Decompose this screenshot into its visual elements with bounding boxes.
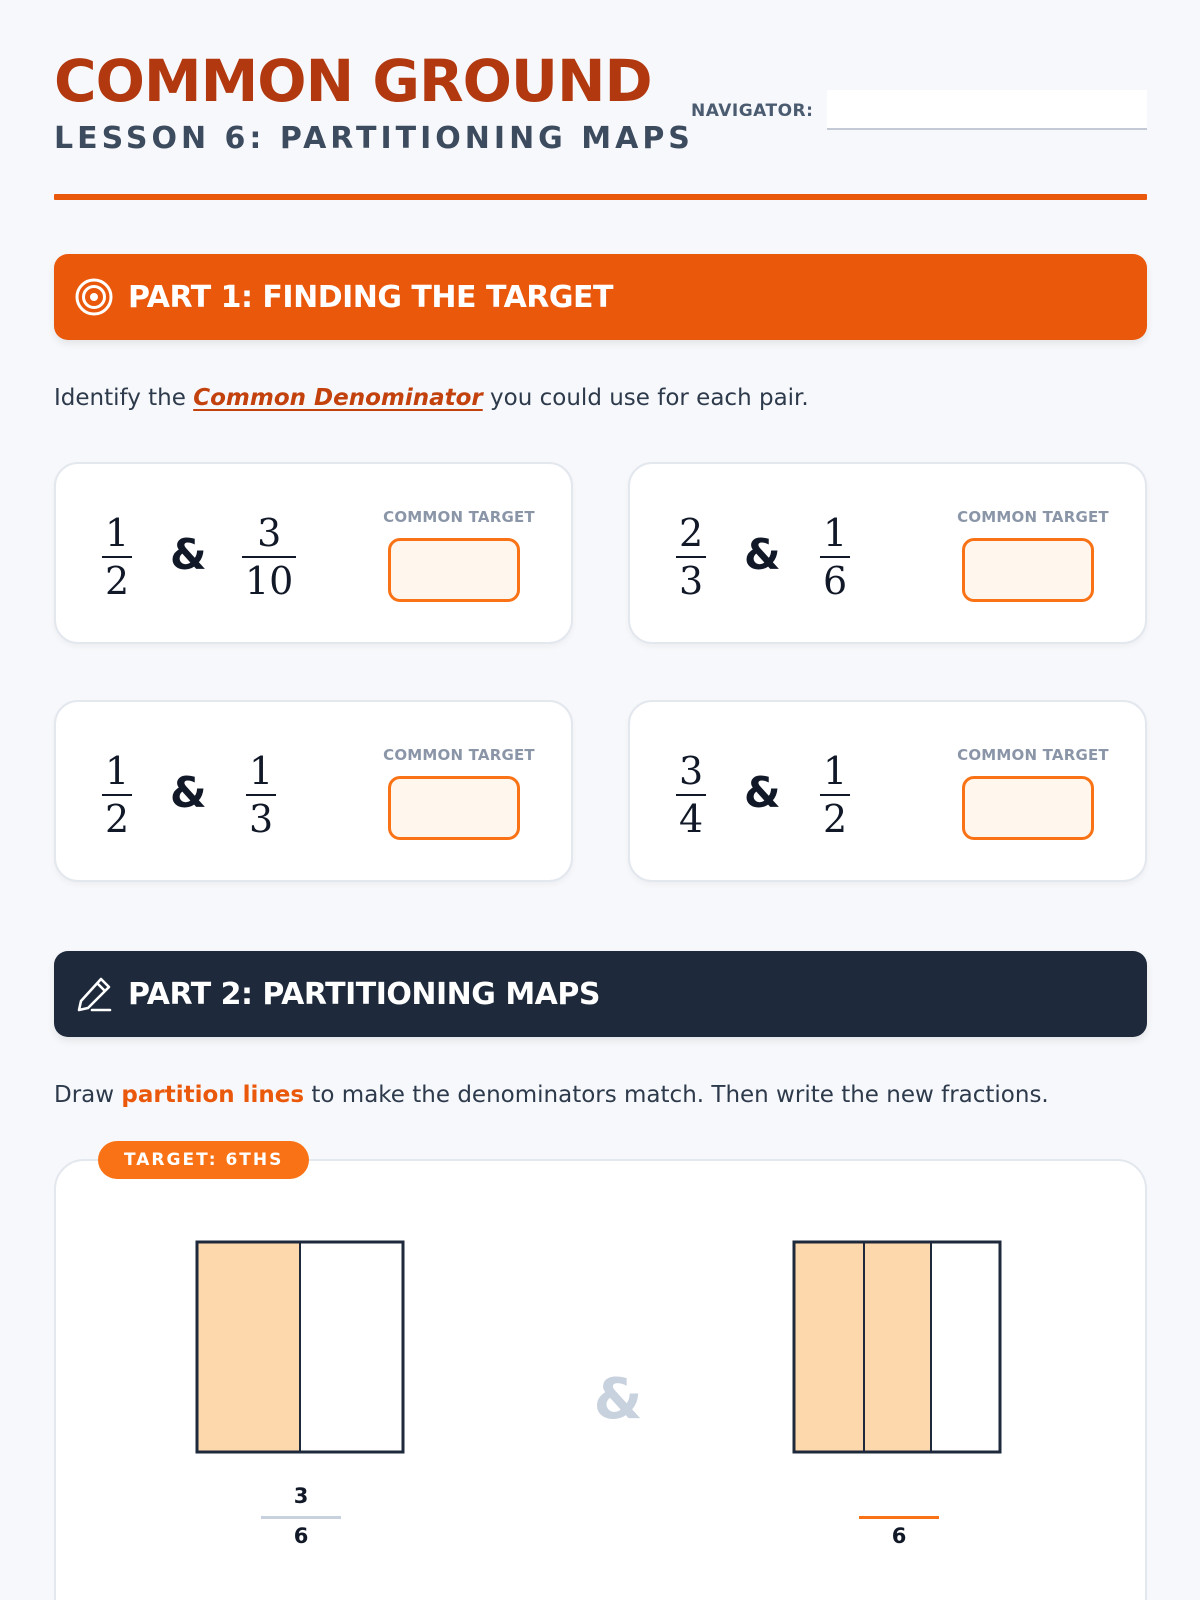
map1-answer-denominator: 6 bbox=[293, 1524, 309, 1548]
worksheet-title: COMMON GROUND bbox=[54, 47, 652, 115]
ampersand: & bbox=[744, 530, 781, 579]
common-target-label: COMMON TARGET bbox=[957, 508, 1109, 526]
worksheet-page bbox=[54, 0, 1147, 1548]
instruction-text: Identify the bbox=[54, 385, 194, 411]
numerator: 1 bbox=[105, 511, 130, 555]
instruction-text: to make the denominators match. Then write the new fractions. bbox=[304, 1082, 1049, 1108]
numerator: 3 bbox=[257, 511, 282, 555]
part2-heading: PART 2: PARTITIONING MAPS bbox=[128, 976, 600, 1012]
lesson-subtitle: LESSON 6: PARTITIONING MAPS bbox=[54, 121, 694, 156]
ampersand: & bbox=[744, 768, 781, 817]
denominator: 2 bbox=[823, 797, 848, 841]
partition-map-2[interactable] bbox=[794, 1242, 1000, 1452]
numerator: 3 bbox=[679, 749, 704, 793]
shaded-partition[interactable] bbox=[794, 1242, 864, 1452]
denominator: 3 bbox=[249, 797, 274, 841]
denominator: 10 bbox=[245, 559, 294, 603]
numerator: 1 bbox=[823, 749, 848, 793]
ampersand: & bbox=[170, 530, 207, 579]
common-target-label: COMMON TARGET bbox=[383, 508, 535, 526]
map2-fraction-line bbox=[859, 1516, 939, 1519]
common-target-label: COMMON TARGET bbox=[957, 746, 1109, 764]
navigator-label: NAVIGATOR: bbox=[691, 101, 814, 121]
part1-heading: PART 1: FINDING THE TARGET bbox=[128, 279, 613, 315]
target-badge: TARGET: 6THS bbox=[98, 1141, 309, 1179]
map2-answer-numerator[interactable] bbox=[859, 1484, 939, 1510]
denominator: 6 bbox=[823, 559, 848, 603]
numerator: 1 bbox=[823, 511, 848, 555]
common-denominator-term: Common Denominator bbox=[193, 385, 483, 411]
shaded-partition[interactable] bbox=[864, 1242, 931, 1452]
numerator: 1 bbox=[105, 749, 130, 793]
denominator: 2 bbox=[105, 559, 130, 603]
partition-lines-term: partition lines bbox=[121, 1082, 305, 1108]
numerator: 1 bbox=[249, 749, 274, 793]
common-target-label: COMMON TARGET bbox=[383, 746, 535, 764]
map1-fraction-line bbox=[261, 1516, 341, 1519]
partition-map-1[interactable] bbox=[197, 1242, 403, 1452]
denominator: 4 bbox=[679, 797, 704, 841]
numerator: 2 bbox=[679, 511, 704, 555]
ampersand: & bbox=[593, 1367, 643, 1432]
partition-maps[interactable] bbox=[54, 0, 1147, 1600]
map2-answer-denominator: 6 bbox=[891, 1524, 907, 1548]
instruction-text: Draw bbox=[54, 1082, 122, 1108]
denominator: 2 bbox=[105, 797, 130, 841]
map1-answer-numerator[interactable]: 3 bbox=[293, 1484, 309, 1508]
unshaded-partition[interactable] bbox=[931, 1242, 1000, 1452]
instruction-text: you could use for each pair. bbox=[482, 385, 809, 411]
denominator: 3 bbox=[679, 559, 704, 603]
ampersand: & bbox=[170, 768, 207, 817]
unshaded-partition[interactable] bbox=[300, 1242, 403, 1452]
shaded-partition[interactable] bbox=[197, 1242, 300, 1452]
